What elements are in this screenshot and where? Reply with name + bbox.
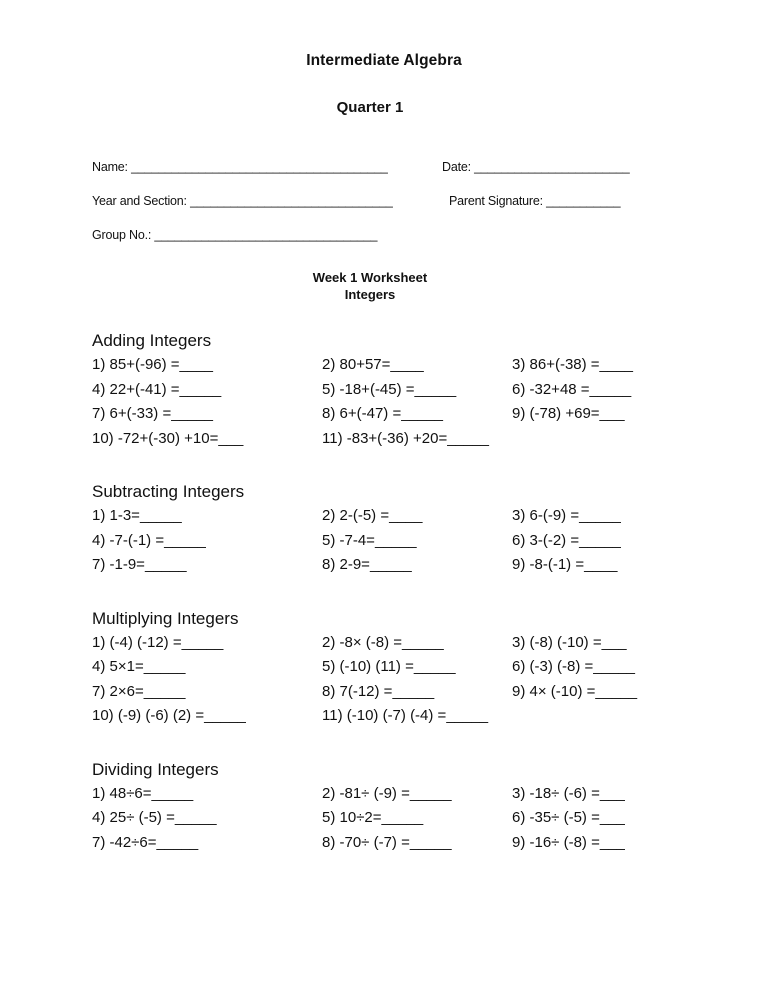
problem-item[interactable]: 9) -8-(-1) =____ — [512, 556, 618, 573]
problem-item[interactable]: 10) (-9) (-6) (2) =_____ — [92, 707, 246, 724]
section-title: Subtracting Integers — [92, 482, 245, 501]
year-section-field-label[interactable]: Year and Section: ______________________________ — [92, 194, 393, 208]
parent-signature-field-label[interactable]: Parent Signature: ___________ — [449, 194, 621, 208]
problem-row — [92, 680, 732, 705]
problem-item[interactable]: 6) -32+48 =_____ — [512, 380, 632, 398]
page-title: Intermediate Algebra — [306, 52, 462, 69]
problem-item[interactable]: 2) -8× (-8) =_____ — [322, 633, 444, 651]
problem-item[interactable]: 4) 25÷ (-5) =_____ — [92, 809, 217, 826]
problem-item[interactable]: 3) -18÷ (-6) =___ — [512, 784, 625, 802]
problem-item[interactable]: 1) 1-3=_____ — [92, 507, 182, 524]
problem-item[interactable]: 9) 4× (-10) =_____ — [512, 682, 638, 700]
problem-item[interactable]: 8) 6+(-47) =_____ — [322, 405, 443, 422]
problem-item[interactable]: 8) 7(-12) =_____ — [322, 682, 435, 700]
problem-section — [92, 481, 732, 578]
date-field-label[interactable]: Date: _______________________ — [442, 160, 630, 174]
problem-item[interactable]: 10) -72+(-30) +10=___ — [92, 429, 244, 447]
problem-item[interactable]: 9) (-78) +69=___ — [512, 405, 625, 422]
problem-row — [92, 504, 732, 529]
section-title: Adding Integers — [92, 331, 212, 350]
problem-item[interactable]: 3) 86+(-38) =____ — [512, 356, 633, 373]
problem-item[interactable]: 7) -1-9=_____ — [92, 556, 187, 573]
problem-item[interactable]: 11) (-10) (-7) (-4) =_____ — [322, 707, 489, 724]
problem-item[interactable]: 9) -16÷ (-8) =___ — [512, 833, 625, 851]
problem-row — [92, 427, 732, 452]
problem-item[interactable]: 8) -70÷ (-7) =_____ — [322, 833, 452, 851]
problem-item[interactable]: 1) 48÷6=_____ — [92, 784, 194, 802]
problem-section — [92, 608, 732, 729]
page-subtitle: Quarter 1 — [336, 99, 404, 116]
section-title: Dividing Integers — [92, 759, 219, 779]
problem-item[interactable]: 6) 3-(-2) =_____ — [512, 531, 621, 549]
problem-row — [92, 806, 732, 831]
problem-item[interactable]: 5) 10÷2=_____ — [322, 809, 424, 826]
problem-item[interactable]: 3) (-8) (-10) =___ — [512, 633, 627, 651]
problem-item[interactable]: 2) 2-(-5) =____ — [322, 507, 423, 524]
problem-item[interactable]: 7) 2×6=_____ — [92, 682, 186, 700]
problem-row — [92, 831, 732, 856]
group-no-field-label[interactable]: Group No.: _________________________________ — [92, 228, 378, 242]
problem-item[interactable]: 4) -7-(-1) =_____ — [92, 531, 206, 549]
worksheet-heading-line2: Integers — [344, 286, 396, 302]
problem-row — [92, 378, 732, 403]
problem-item[interactable]: 5) -7-4=_____ — [322, 531, 417, 549]
section-title: Multiplying Integers — [92, 608, 239, 628]
problem-item[interactable]: 4) 22+(-41) =_____ — [92, 380, 222, 398]
problem-item[interactable]: 1) (-4) (-12) =_____ — [92, 633, 224, 651]
worksheet-heading-line1: Week 1 Worksheet — [312, 270, 428, 285]
problem-item[interactable]: 7) -42÷6=_____ — [92, 833, 199, 851]
problem-item-empty — [512, 427, 732, 452]
problem-section — [92, 330, 732, 451]
name-field-label[interactable]: Name: ______________________________________ — [92, 160, 388, 174]
student-info-fields — [92, 160, 692, 262]
problem-item[interactable]: 8) 2-9=_____ — [322, 556, 412, 573]
problem-item[interactable]: 6) -35÷ (-5) =___ — [512, 809, 625, 826]
problem-item[interactable]: 1) 85+(-96) =____ — [92, 356, 213, 373]
problem-row — [92, 353, 732, 378]
field-row-name-date — [92, 160, 692, 194]
problem-item[interactable]: 5) (-10) (11) =_____ — [322, 658, 456, 675]
problem-item[interactable]: 3) 6-(-9) =_____ — [512, 507, 621, 524]
problem-item[interactable]: 5) -18+(-45) =_____ — [322, 380, 457, 398]
problem-item[interactable]: 2) -81÷ (-9) =_____ — [322, 784, 452, 802]
problem-row — [92, 655, 732, 680]
problem-item[interactable]: 6) (-3) (-8) =_____ — [512, 658, 635, 675]
problem-item[interactable]: 2) 80+57=____ — [322, 356, 424, 373]
problem-row — [92, 782, 732, 807]
problem-row — [92, 402, 732, 427]
problem-sections — [92, 330, 732, 855]
field-row-group — [92, 228, 692, 262]
problem-row — [92, 631, 732, 656]
problem-row — [92, 529, 732, 554]
problem-item[interactable]: 11) -83+(-36) +20=_____ — [322, 429, 489, 447]
problem-item-empty — [512, 704, 732, 729]
field-row-year-parent — [92, 194, 692, 228]
problem-row — [92, 553, 732, 578]
worksheet-heading — [0, 270, 740, 303]
problem-section — [92, 759, 732, 856]
problem-item[interactable]: 7) 6+(-33) =_____ — [92, 405, 213, 422]
problem-item[interactable]: 4) 5×1=_____ — [92, 658, 186, 675]
problem-row — [92, 704, 732, 729]
